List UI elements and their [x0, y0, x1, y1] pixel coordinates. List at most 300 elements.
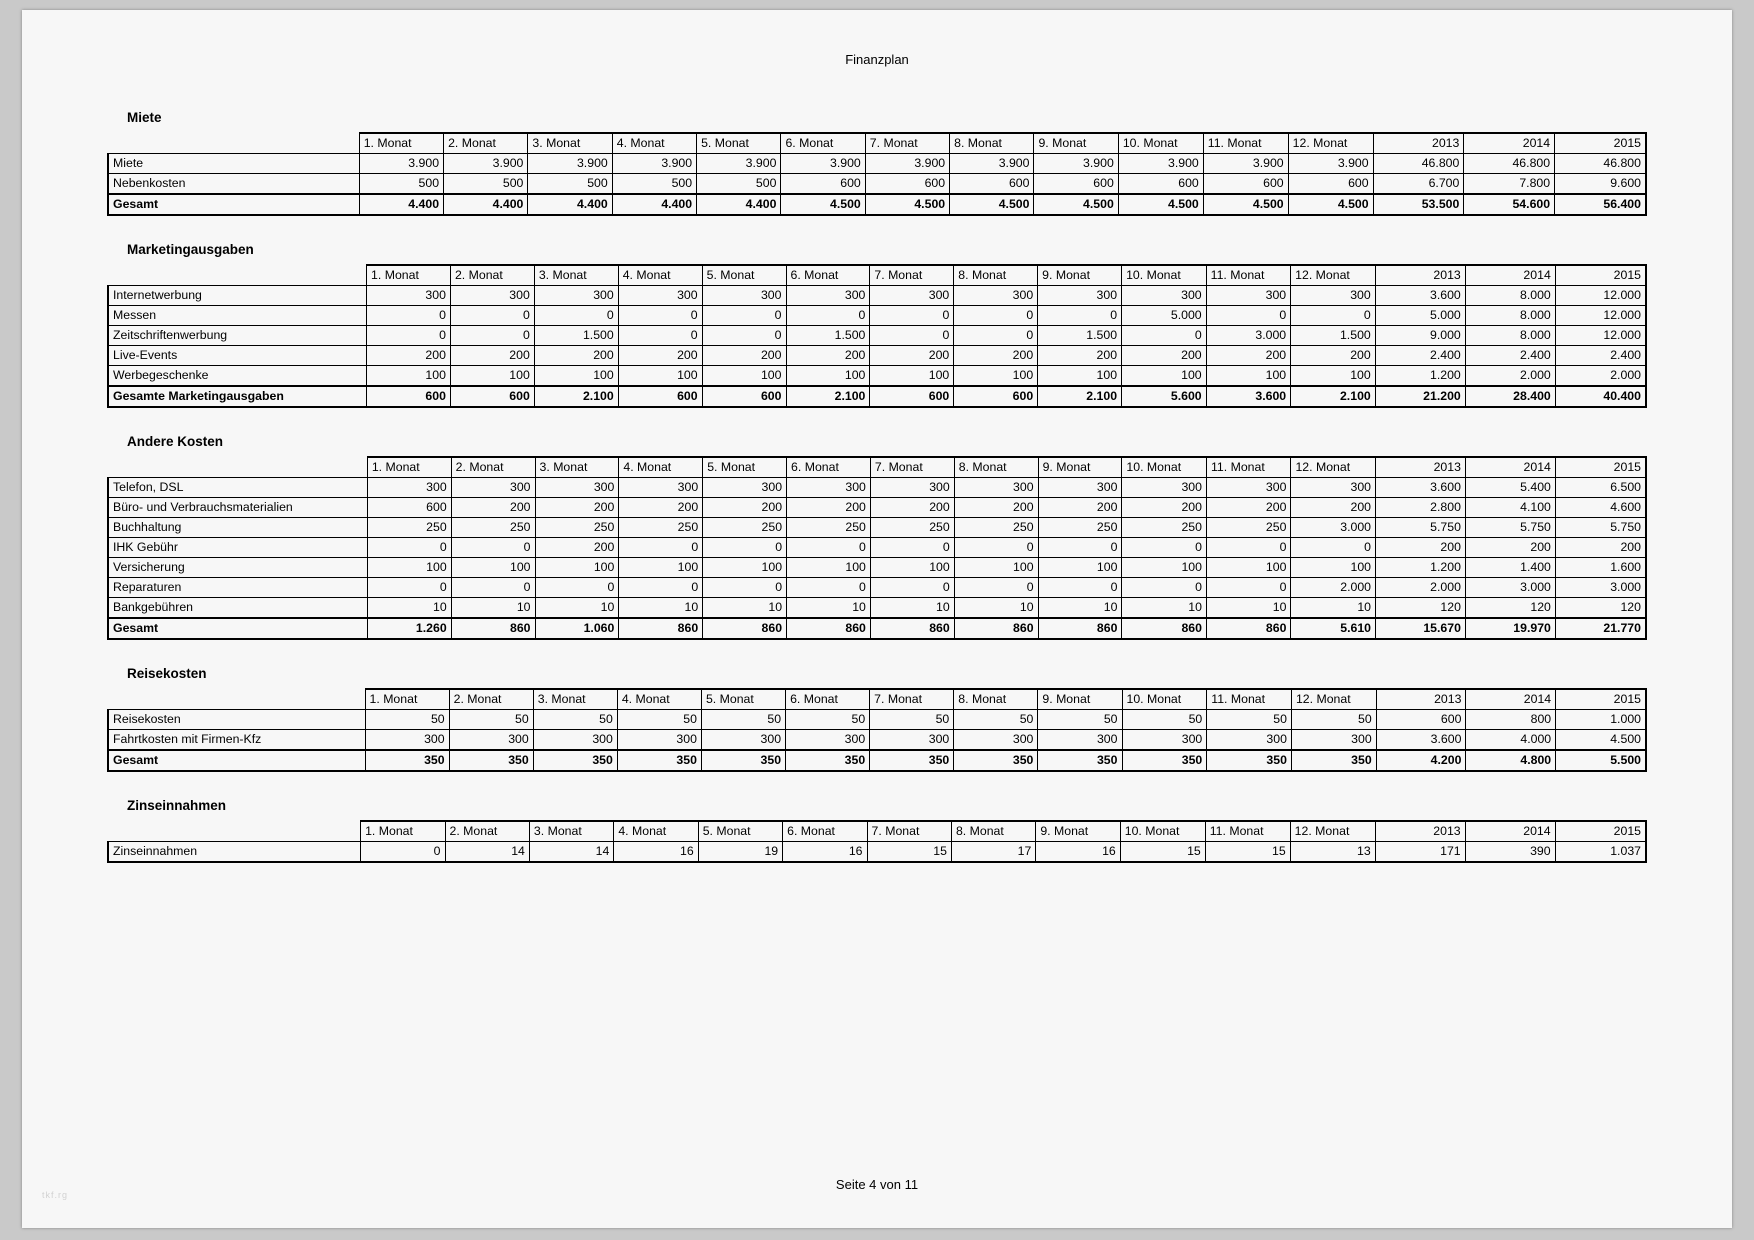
table-row — [108, 386, 1646, 407]
cell-month-value: 2.100 — [1291, 386, 1376, 407]
column-header-month: 7. Monat — [870, 457, 954, 478]
cell-month-value: 10 — [1206, 598, 1290, 619]
cell-year-value: 1.200 — [1375, 366, 1465, 387]
table-corner-cell — [108, 821, 361, 842]
cell-month-value: 0 — [702, 326, 786, 346]
column-header-month: 9. Monat — [1038, 457, 1122, 478]
cell-month-value: 300 — [1122, 286, 1207, 306]
cell-month-value: 200 — [535, 538, 619, 558]
cell-month-value: 200 — [451, 498, 535, 518]
cell-month-value: 300 — [870, 478, 954, 498]
cell-month-value: 4.500 — [1203, 194, 1288, 215]
cell-month-value: 250 — [451, 518, 535, 538]
cell-month-value: 4.400 — [697, 194, 781, 215]
cell-month-value: 4.500 — [1288, 194, 1373, 215]
cell-year-value: 2.400 — [1375, 346, 1465, 366]
cell-year-value: 19.970 — [1465, 618, 1555, 639]
cell-month-value: 50 — [617, 710, 701, 730]
cell-month-value: 600 — [1118, 174, 1203, 195]
cell-year-value: 8.000 — [1465, 286, 1555, 306]
cell-month-value: 4.500 — [865, 194, 949, 215]
cell-month-value: 3.900 — [359, 154, 443, 174]
column-header-year: 2014 — [1465, 265, 1555, 286]
column-header-month: 7. Monat — [870, 689, 954, 710]
cell-month-value: 250 — [619, 518, 703, 538]
column-header-month: 4. Monat — [614, 821, 698, 842]
cell-month-value: 3.000 — [1206, 326, 1291, 346]
cell-year-value: 3.600 — [1376, 478, 1466, 498]
cell-year-value: 1.037 — [1555, 842, 1646, 863]
cell-month-value: 200 — [870, 346, 954, 366]
row-label: Büro- und Verbrauchsmaterialien — [108, 498, 367, 518]
cell-month-value: 860 — [1038, 618, 1122, 639]
cell-month-value: 50 — [1291, 710, 1376, 730]
cell-month-value: 350 — [1291, 750, 1376, 771]
table-row — [108, 326, 1646, 346]
cell-month-value: 10 — [1038, 598, 1122, 619]
cell-month-value: 350 — [1122, 750, 1207, 771]
table-row — [108, 538, 1646, 558]
row-label: Reisekosten — [108, 710, 365, 730]
cell-month-value: 4.400 — [612, 194, 696, 215]
cell-month-value: 1.500 — [1038, 326, 1122, 346]
cell-month-value: 200 — [1206, 346, 1291, 366]
column-header-month: 8. Monat — [950, 133, 1034, 154]
cell-month-value: 600 — [702, 386, 786, 407]
cell-year-value: 12.000 — [1555, 306, 1646, 326]
column-header-month: 11. Monat — [1207, 689, 1292, 710]
row-label: Fahrtkosten mit Firmen-Kfz — [108, 730, 365, 751]
table-row — [108, 174, 1646, 195]
cell-month-value: 0 — [1206, 306, 1291, 326]
cell-year-value: 2.000 — [1376, 578, 1466, 598]
cell-month-value: 0 — [954, 326, 1038, 346]
cell-month-value: 10 — [367, 598, 451, 619]
cell-month-value: 2.100 — [786, 386, 870, 407]
cell-year-value: 12.000 — [1555, 286, 1646, 306]
cell-month-value: 0 — [1038, 306, 1122, 326]
cell-month-value: 860 — [1122, 618, 1207, 639]
table-row — [108, 478, 1646, 498]
column-header-month: 11. Monat — [1203, 133, 1288, 154]
cell-month-value: 0 — [535, 578, 619, 598]
cell-month-value: 10 — [451, 598, 535, 619]
column-header-month: 12. Monat — [1291, 265, 1376, 286]
cell-year-value: 56.400 — [1555, 194, 1646, 215]
cell-month-value: 300 — [533, 730, 617, 751]
cell-month-value: 0 — [786, 306, 870, 326]
cell-month-value: 0 — [619, 538, 703, 558]
row-label: Buchhaltung — [108, 518, 367, 538]
cell-year-value: 21.770 — [1555, 618, 1646, 639]
cell-month-value: 3.900 — [697, 154, 781, 174]
cell-month-value: 0 — [367, 538, 451, 558]
column-header-month: 10. Monat — [1120, 821, 1205, 842]
cell-year-value: 2.800 — [1376, 498, 1466, 518]
cell-month-value: 0 — [1206, 578, 1290, 598]
cell-month-value: 100 — [1038, 558, 1122, 578]
page-number-label: Seite 4 von 11 — [835, 1177, 919, 1192]
column-header-month: 10. Monat — [1122, 265, 1207, 286]
cell-year-value: 1.400 — [1465, 558, 1555, 578]
cell-year-value: 54.600 — [1464, 194, 1555, 215]
cell-month-value: 860 — [619, 618, 703, 639]
row-label: Zeitschriftenwerbung — [108, 326, 367, 346]
column-header-month: 1. Monat — [359, 133, 443, 154]
cell-month-value: 350 — [1038, 750, 1122, 771]
cell-month-value: 300 — [535, 478, 619, 498]
cell-month-value: 50 — [1207, 710, 1292, 730]
column-header-month: 9. Monat — [1038, 265, 1122, 286]
cell-month-value: 200 — [954, 346, 1038, 366]
cell-month-value: 1.500 — [1291, 326, 1376, 346]
cell-month-value: 200 — [535, 498, 619, 518]
column-header-month: 10. Monat — [1122, 457, 1207, 478]
cell-month-value: 100 — [619, 558, 703, 578]
cell-month-value: 4.500 — [1034, 194, 1118, 215]
cell-month-value: 200 — [534, 346, 618, 366]
column-header-month: 5. Monat — [701, 689, 785, 710]
section — [107, 434, 1647, 640]
cell-month-value: 300 — [954, 286, 1038, 306]
cell-month-value: 0 — [870, 306, 954, 326]
cell-year-value: 46.800 — [1555, 154, 1646, 174]
column-header-year: 2015 — [1555, 265, 1646, 286]
column-header-month: 10. Monat — [1122, 689, 1207, 710]
row-label: Gesamte Marketingausgaben — [108, 386, 367, 407]
table-corner-cell — [108, 457, 367, 478]
cell-year-value: 5.750 — [1555, 518, 1646, 538]
cell-month-value: 10 — [1291, 598, 1376, 619]
cell-month-value: 300 — [1291, 478, 1376, 498]
cell-month-value: 50 — [1038, 710, 1122, 730]
cell-month-value: 10 — [619, 598, 703, 619]
cell-year-value: 200 — [1465, 538, 1555, 558]
table-row — [108, 498, 1646, 518]
cell-month-value: 4.500 — [950, 194, 1034, 215]
cell-month-value: 300 — [701, 730, 785, 751]
cell-month-value: 15 — [1205, 842, 1290, 863]
column-header-month: 5. Monat — [703, 457, 787, 478]
column-header-month: 5. Monat — [702, 265, 786, 286]
cell-month-value: 350 — [365, 750, 449, 771]
cell-month-value: 3.000 — [1291, 518, 1376, 538]
cell-year-value: 5.500 — [1556, 750, 1646, 771]
cell-month-value: 300 — [367, 478, 451, 498]
column-header-month: 3. Monat — [528, 133, 612, 154]
column-header-month: 7. Monat — [867, 821, 951, 842]
column-header-month: 7. Monat — [870, 265, 954, 286]
column-header-month: 4. Monat — [618, 265, 702, 286]
cell-month-value: 300 — [786, 730, 870, 751]
cell-month-value: 860 — [870, 618, 954, 639]
cell-month-value: 200 — [787, 498, 871, 518]
table-corner-cell — [108, 133, 359, 154]
table-row — [108, 194, 1646, 215]
cell-month-value: 0 — [954, 578, 1038, 598]
cell-month-value: 5.000 — [1122, 306, 1207, 326]
column-header-month: 4. Monat — [619, 457, 703, 478]
cell-month-value: 0 — [1206, 538, 1290, 558]
cell-month-value: 300 — [786, 286, 870, 306]
cell-month-value: 100 — [787, 558, 871, 578]
cell-month-value: 250 — [954, 518, 1038, 538]
cell-month-value: 16 — [783, 842, 867, 863]
cell-month-value: 250 — [870, 518, 954, 538]
cell-year-value: 171 — [1375, 842, 1465, 863]
cell-month-value: 10 — [535, 598, 619, 619]
column-header-month: 6. Monat — [783, 821, 867, 842]
cell-month-value: 300 — [1038, 286, 1122, 306]
column-header-year: 2014 — [1465, 821, 1555, 842]
cell-month-value: 350 — [786, 750, 870, 771]
cell-month-value: 0 — [1038, 538, 1122, 558]
column-header-month: 2. Monat — [444, 133, 528, 154]
cell-month-value: 860 — [1206, 618, 1290, 639]
column-header-year: 2015 — [1555, 457, 1646, 478]
cell-month-value: 100 — [870, 558, 954, 578]
cell-month-value: 300 — [1207, 730, 1292, 751]
cell-month-value: 200 — [1291, 346, 1376, 366]
table-header-row — [108, 821, 1646, 842]
cell-month-value: 100 — [1206, 558, 1290, 578]
cell-month-value: 5.610 — [1291, 618, 1376, 639]
cell-month-value: 100 — [1206, 366, 1291, 387]
column-header-month: 11. Monat — [1206, 457, 1290, 478]
column-header-month: 9. Monat — [1038, 689, 1122, 710]
cell-month-value: 300 — [534, 286, 618, 306]
row-label: Gesamt — [108, 750, 365, 771]
cell-month-value: 3.900 — [1034, 154, 1118, 174]
row-label: Messen — [108, 306, 367, 326]
cell-month-value: 15 — [867, 842, 951, 863]
cell-month-value: 200 — [1038, 498, 1122, 518]
row-label: IHK Gebühr — [108, 538, 367, 558]
column-header-year: 2013 — [1375, 265, 1465, 286]
finance-table — [107, 688, 1647, 772]
table-row — [108, 618, 1646, 639]
cell-month-value: 860 — [703, 618, 787, 639]
cell-month-value: 10 — [870, 598, 954, 619]
table-row — [108, 598, 1646, 619]
cell-year-value: 4.200 — [1376, 750, 1466, 771]
column-header-month: 8. Monat — [954, 689, 1038, 710]
cell-month-value: 1.260 — [367, 618, 451, 639]
column-header-month: 11. Monat — [1206, 265, 1291, 286]
table-corner-cell — [108, 265, 367, 286]
column-header-month: 8. Monat — [954, 457, 1038, 478]
cell-month-value: 0 — [367, 306, 451, 326]
cell-month-value: 300 — [1206, 286, 1291, 306]
row-label: Internetwerbung — [108, 286, 367, 306]
cell-month-value: 100 — [1291, 366, 1376, 387]
cell-month-value: 600 — [618, 386, 702, 407]
table-header-row — [108, 133, 1646, 154]
cell-month-value: 100 — [702, 366, 786, 387]
finance-table — [107, 132, 1647, 216]
section-title: Miete — [127, 110, 162, 125]
column-header-year: 2015 — [1555, 133, 1646, 154]
cell-month-value: 4.400 — [359, 194, 443, 215]
column-header-month: 12. Monat — [1291, 457, 1376, 478]
cell-month-value: 15 — [1120, 842, 1205, 863]
cell-month-value: 200 — [870, 498, 954, 518]
column-header-month: 5. Monat — [698, 821, 782, 842]
cell-month-value: 3.900 — [781, 154, 865, 174]
column-header-year: 2014 — [1464, 133, 1555, 154]
row-label: Gesamt — [108, 194, 359, 215]
column-header-month: 1. Monat — [367, 265, 451, 286]
cell-month-value: 2.100 — [1038, 386, 1122, 407]
cell-month-value: 300 — [1122, 730, 1207, 751]
cell-month-value: 0 — [451, 538, 535, 558]
row-label: Gesamt — [108, 618, 367, 639]
column-header-month: 5. Monat — [697, 133, 781, 154]
cell-month-value: 100 — [703, 558, 787, 578]
column-header-month: 1. Monat — [367, 457, 451, 478]
table-row — [108, 366, 1646, 387]
cell-month-value: 100 — [450, 366, 534, 387]
cell-month-value: 250 — [1206, 518, 1290, 538]
cell-month-value: 0 — [1038, 578, 1122, 598]
cell-month-value: 0 — [703, 578, 787, 598]
cell-month-value: 0 — [1122, 326, 1207, 346]
cell-month-value: 0 — [450, 326, 534, 346]
cell-month-value: 600 — [450, 386, 534, 407]
cell-month-value: 50 — [1122, 710, 1207, 730]
cell-year-value: 28.400 — [1465, 386, 1555, 407]
cell-month-value: 4.400 — [444, 194, 528, 215]
cell-month-value: 3.900 — [865, 154, 949, 174]
column-header-month: 2. Monat — [445, 821, 529, 842]
cell-month-value: 200 — [1038, 346, 1122, 366]
cell-year-value: 6.700 — [1373, 174, 1464, 195]
document-page — [22, 10, 1732, 1228]
finance-table — [107, 456, 1647, 640]
cell-year-value: 21.200 — [1375, 386, 1465, 407]
cell-year-value: 5.000 — [1375, 306, 1465, 326]
cell-month-value: 600 — [950, 174, 1034, 195]
cell-month-value: 3.900 — [612, 154, 696, 174]
cell-month-value: 100 — [786, 366, 870, 387]
column-header-month: 6. Monat — [781, 133, 865, 154]
cell-month-value: 350 — [533, 750, 617, 771]
column-header-month: 9. Monat — [1034, 133, 1118, 154]
cell-year-value: 46.800 — [1464, 154, 1555, 174]
cell-month-value: 200 — [703, 498, 787, 518]
cell-month-value: 0 — [870, 538, 954, 558]
cell-month-value: 50 — [954, 710, 1038, 730]
cell-month-value: 3.900 — [950, 154, 1034, 174]
cell-month-value: 300 — [954, 730, 1038, 751]
cell-month-value: 300 — [451, 478, 535, 498]
cell-month-value: 0 — [703, 538, 787, 558]
cell-year-value: 5.750 — [1376, 518, 1466, 538]
cell-year-value: 3.600 — [1375, 286, 1465, 306]
cell-month-value: 1.500 — [786, 326, 870, 346]
cell-month-value: 3.900 — [1288, 154, 1373, 174]
table-corner-cell — [108, 689, 365, 710]
row-label: Telefon, DSL — [108, 478, 367, 498]
table-row — [108, 730, 1646, 751]
cell-year-value: 2.400 — [1465, 346, 1555, 366]
cell-month-value: 300 — [787, 478, 871, 498]
cell-month-value: 100 — [1122, 558, 1207, 578]
cell-month-value: 600 — [1288, 174, 1373, 195]
cell-month-value: 0 — [1291, 538, 1376, 558]
cell-month-value: 0 — [787, 578, 871, 598]
cell-month-value: 200 — [367, 346, 451, 366]
cell-year-value: 7.800 — [1464, 174, 1555, 195]
column-header-month: 10. Monat — [1118, 133, 1203, 154]
cell-month-value: 860 — [954, 618, 1038, 639]
cell-month-value: 3.600 — [1206, 386, 1291, 407]
table-row — [108, 518, 1646, 538]
cell-month-value: 200 — [1122, 346, 1207, 366]
column-header-month: 2. Monat — [451, 457, 535, 478]
cell-month-value: 860 — [787, 618, 871, 639]
column-header-month: 9. Monat — [1036, 821, 1120, 842]
column-header-month: 6. Monat — [786, 265, 870, 286]
cell-year-value: 53.500 — [1373, 194, 1464, 215]
cell-month-value: 100 — [367, 366, 451, 387]
cell-year-value: 120 — [1555, 598, 1646, 619]
cell-month-value: 350 — [954, 750, 1038, 771]
cell-month-value: 10 — [787, 598, 871, 619]
cell-year-value: 4.500 — [1556, 730, 1646, 751]
cell-month-value: 300 — [618, 286, 702, 306]
cell-month-value: 50 — [870, 710, 954, 730]
cell-month-value: 2.100 — [534, 386, 618, 407]
cell-year-value: 2.000 — [1555, 366, 1646, 387]
cell-month-value: 300 — [617, 730, 701, 751]
column-header-month: 4. Monat — [617, 689, 701, 710]
cell-month-value: 860 — [451, 618, 535, 639]
cell-year-value: 3.000 — [1555, 578, 1646, 598]
section — [107, 798, 1647, 863]
document-content — [107, 110, 1647, 889]
row-label: Miete — [108, 154, 359, 174]
cell-month-value: 200 — [954, 498, 1038, 518]
cell-month-value: 0 — [534, 306, 618, 326]
section-title: Zinseinnahmen — [127, 798, 227, 813]
cell-month-value: 100 — [1122, 366, 1207, 387]
table-header-row — [108, 265, 1646, 286]
cell-month-value: 0 — [954, 538, 1038, 558]
cell-year-value: 6.500 — [1555, 478, 1646, 498]
cell-year-value: 4.100 — [1465, 498, 1555, 518]
cell-month-value: 350 — [701, 750, 785, 771]
cell-month-value: 200 — [702, 346, 786, 366]
cell-month-value: 50 — [786, 710, 870, 730]
table-header-row — [108, 457, 1646, 478]
cell-month-value: 500 — [444, 174, 528, 195]
cell-month-value: 600 — [870, 386, 954, 407]
cell-month-value: 200 — [450, 346, 534, 366]
cell-month-value: 3.900 — [444, 154, 528, 174]
cell-month-value: 350 — [870, 750, 954, 771]
cell-month-value: 250 — [787, 518, 871, 538]
section — [107, 110, 1647, 216]
cell-month-value: 4.500 — [781, 194, 865, 215]
cell-month-value: 4.500 — [1118, 194, 1203, 215]
cell-month-value: 300 — [870, 730, 954, 751]
cell-year-value: 9.600 — [1555, 174, 1646, 195]
cell-month-value: 300 — [1122, 478, 1207, 498]
column-header-year: 2013 — [1375, 821, 1465, 842]
cell-month-value: 14 — [529, 842, 613, 863]
cell-year-value: 600 — [1376, 710, 1466, 730]
